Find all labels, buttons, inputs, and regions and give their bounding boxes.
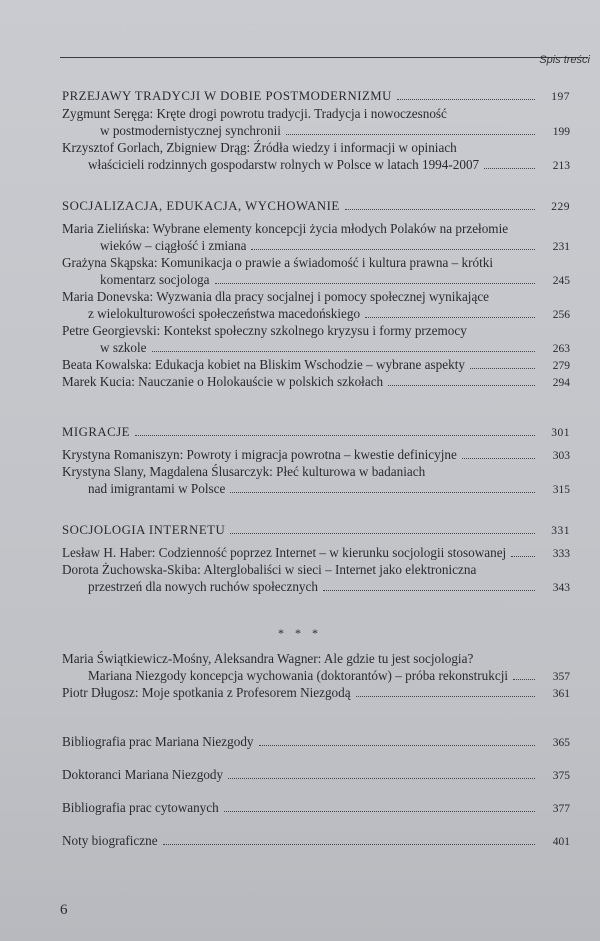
leader-dots: [345, 209, 535, 210]
leader-dots: [513, 679, 535, 680]
entry-text: Petre Georgievski: Kontekst społeczny szkolnego kryzysu i formy przemocy: [62, 323, 467, 338]
toc-entry-line: [0, 288, 600, 305]
toc-entry-line: [0, 832, 600, 849]
entry-text: Lesław H. Haber: Codzienność poprzez Internet – w kierunku socjologii stosowanej: [62, 545, 507, 560]
page-number: 197: [551, 91, 570, 103]
toc-entry-line: [0, 578, 600, 595]
back-matter-entry: [0, 766, 600, 783]
header-rule: [60, 57, 588, 58]
toc-entry-line: [0, 544, 600, 561]
page-number: 315: [552, 484, 570, 496]
entry-text: Krystyna Romaniszyn: Powroty i migracja powrotna – kwestie definicyjne: [62, 447, 457, 462]
toc-section: [0, 522, 600, 595]
page-number: 365: [552, 737, 570, 749]
section-heading-text: MIGRACJE: [62, 425, 130, 439]
toc-entry-line: [0, 271, 600, 288]
page-number: 377: [552, 803, 570, 815]
toc-entry-line: [0, 684, 600, 701]
entry-text: Maria Zielińska: Wybrane elementy koncepcji życia młodych Polaków na przełomie: [62, 221, 509, 236]
toc-entry-line: [0, 446, 600, 463]
page-number: 343: [552, 582, 570, 594]
page-number: 401: [552, 836, 570, 848]
toc-entry-line: [0, 237, 600, 254]
page-number: 333: [552, 548, 570, 560]
page-folio: 6: [60, 902, 68, 918]
page-number: 361: [552, 688, 570, 700]
entry-text: Krzysztof Gorlach, Zbigniew Drąg: Źródła wiedzy i informacji w opiniach: [62, 140, 457, 155]
entry-text: Beata Kowalska: Edukacja kobiet na Bliskim Wschodzie – wybrane aspekty: [62, 357, 465, 372]
entry-text: w szkole: [100, 340, 147, 355]
entry-text: Zygmunt Seręga: Kręte drogi powrotu tradycji. Tradycja i nowoczesność: [62, 106, 447, 121]
toc-entry-line: [0, 799, 600, 816]
toc-entry-line: [0, 139, 600, 156]
entry-text: Dorota Żuchowska-Skiba: Alterglobaliści w sieci – Internet jako elektroniczna: [62, 562, 477, 577]
section-heading-text: SOCJOLOGIA INTERNETU: [62, 523, 226, 537]
leader-dots: [323, 590, 535, 591]
leader-dots: [135, 435, 535, 436]
leader-dots: [388, 385, 535, 386]
entry-text: Bibliografia prac Mariana Niezgody: [62, 734, 254, 749]
back-matter-entry: [0, 733, 600, 750]
page-number: 375: [552, 770, 570, 782]
toc-entry-line: [0, 561, 600, 578]
leader-dots: [397, 99, 535, 100]
toc-section: [0, 650, 600, 701]
page-number: 256: [552, 309, 570, 321]
back-matter-entry: [0, 799, 600, 816]
leader-dots: [224, 811, 535, 812]
entry-text: Piotr Długosz: Moje spotkania z Profesorem Niezgodą: [62, 685, 351, 700]
leader-dots: [511, 556, 535, 557]
section-heading: [0, 198, 600, 215]
toc-section: [0, 88, 600, 173]
toc-section: [0, 198, 600, 390]
toc-entry-line: [0, 766, 600, 783]
page-number: 229: [551, 201, 570, 213]
toc-section: [0, 424, 600, 497]
entry-text: Noty biograficzne: [62, 833, 158, 848]
entry-text: nad imigrantami w Polsce: [88, 481, 226, 496]
separator-asterisks: * * *: [278, 626, 322, 640]
entry-text: w postmodernistycznej synchronii: [100, 123, 281, 138]
section-heading: [0, 522, 600, 539]
page-number: 231: [552, 241, 570, 253]
leader-dots: [230, 492, 535, 493]
entry-text: Grażyna Skąpska: Komunikacja o prawie a świadomość i kultura prawna – krótki: [62, 255, 494, 270]
section-heading: [0, 424, 600, 441]
toc-entry-line: [0, 105, 600, 122]
toc-entry-line: [0, 339, 600, 356]
toc-entry-line: [0, 480, 600, 497]
entry-text: wieków – ciągłość i zmiana: [100, 238, 247, 253]
entry-text: Marek Kucia: Nauczanie o Holokauście w polskich szkołach: [62, 374, 384, 389]
page-number: 213: [552, 160, 570, 172]
leader-dots: [251, 249, 535, 250]
toc-entry-line: [0, 733, 600, 750]
toc-entry-line: [0, 322, 600, 339]
leader-dots: [215, 283, 536, 284]
page-number: 303: [552, 450, 570, 462]
entry-text: z wielokulturowości społeczeństwa macedońskiego: [88, 306, 361, 321]
toc-entry-line: [0, 373, 600, 390]
leader-dots: [228, 778, 535, 779]
entry-text: Krystyna Slany, Magdalena Ślusarczyk: Płeć kulturowa w badaniach: [62, 464, 426, 479]
section-heading-text: SOCJALIZACJA, EDUKACJA, WYCHOWANIE: [62, 199, 340, 213]
leader-dots: [470, 368, 535, 369]
back-matter-entry: [0, 832, 600, 849]
entry-text: Doktoranci Mariana Niezgody: [62, 767, 224, 782]
section-heading-text: PRZEJAWY TRADYCJI W DOBIE POSTMODERNIZMU: [62, 89, 392, 103]
entry-text: Mariana Niezgody koncepcja wychowania (doktorantów) – próba rekonstrukcji: [88, 668, 509, 683]
toc-entry-line: [0, 156, 600, 173]
section-heading: [0, 88, 600, 105]
toc-entry-line: [0, 220, 600, 237]
entry-text: Maria Donevska: Wyzwania dla pracy socjalnej i pomocy społecznej wynikające: [62, 289, 490, 304]
page-number: 245: [552, 275, 570, 287]
toc-entry-line: [0, 305, 600, 322]
page-number: 294: [552, 377, 570, 389]
leader-dots: [365, 317, 535, 318]
toc-entry-line: [0, 667, 600, 684]
leader-dots: [230, 533, 535, 534]
page-number: 301: [551, 427, 570, 439]
entry-text: przestrzeń dla nowych ruchów społecznych: [88, 579, 318, 594]
entry-text: Bibliografia prac cytowanych: [62, 800, 219, 815]
leader-dots: [152, 351, 535, 352]
leader-dots: [484, 168, 535, 169]
leader-dots: [286, 134, 535, 135]
page-number: 263: [552, 343, 570, 355]
toc-entry-line: [0, 650, 600, 667]
toc-entry-line: [0, 122, 600, 139]
page-number: 279: [552, 360, 570, 372]
running-head: [0, 46, 600, 74]
running-head-title: Spis treści: [539, 54, 590, 66]
leader-dots: [462, 458, 535, 459]
toc-entry-line: [0, 463, 600, 480]
leader-dots: [163, 844, 535, 845]
leader-dots: [259, 745, 535, 746]
page-number: 199: [552, 126, 570, 138]
toc-entry-line: [0, 356, 600, 373]
leader-dots: [356, 696, 535, 697]
page-number: 357: [552, 671, 570, 683]
toc-entry-line: [0, 254, 600, 271]
entry-text: Maria Świątkiewicz-Mośny, Aleksandra Wagner: Ale gdzie tu jest socjologia?: [62, 651, 474, 666]
entry-text: właścicieli rodzinnych gospodarstw rolnych w Polsce w latach 1994-2007: [88, 157, 480, 172]
entry-text: komentarz socjologa: [100, 272, 210, 287]
page-number: 331: [551, 525, 570, 537]
